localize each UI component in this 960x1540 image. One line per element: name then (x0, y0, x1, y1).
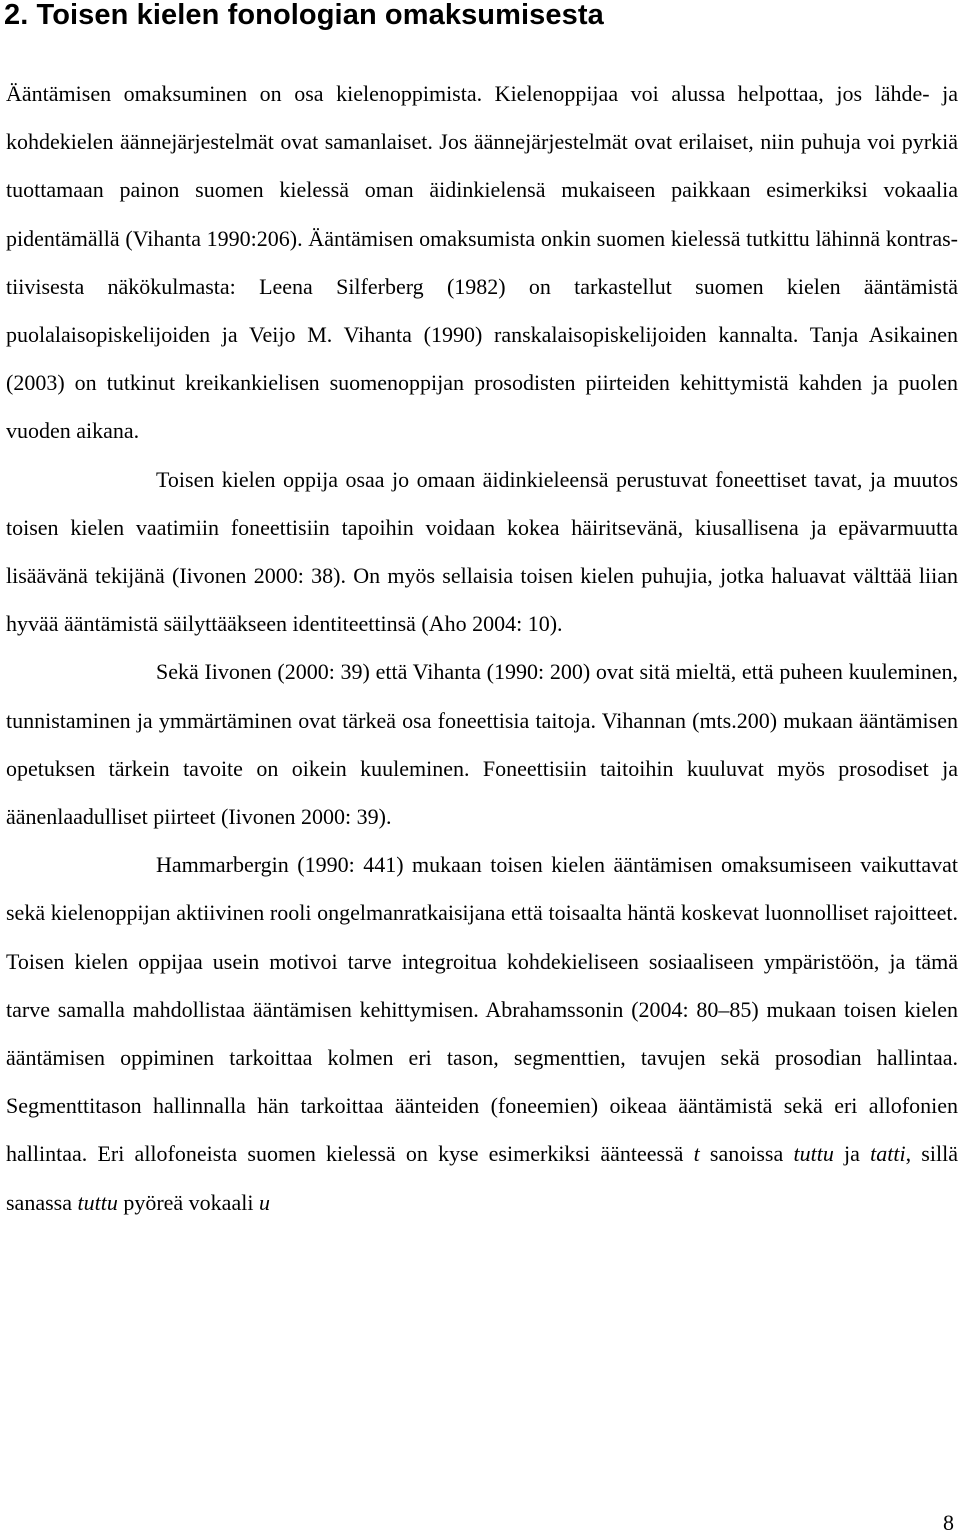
paragraph-hammarberg (6, 841, 958, 1227)
body-text (6, 70, 958, 1227)
text-run: Sekä Iivonen (2000: 39) että Vihanta (1990: 200) ovat sitä mieltä, että puheen kuuleminen, tunnistaminen ja ymmärtäminen ovat tärkeä osa foneettisia taitoja. Vihannan (mts.200) mukaan ääntämisen opetuksen tärkein tavoite on oikein kuuleminen. Foneettisiin taitoihin kuuluvat myös prosodiset ja äänenlaadulliset piirteet (Iivonen 2000: 39). (6, 659, 958, 830)
text-run: , sillä sanassa (6, 1141, 958, 1215)
italic-term: t (693, 1141, 700, 1167)
text-run: Ääntämisen omaksuminen on osa kielenoppimista. Kielenoppijaa voi alussa helpottaa, jos lähde- ja kohdekielen äännejärjestelmät ovat samanlaiset. Jos äännejärjestelmät ovat erilaiset, niin puhuja voi pyrkiä tuottamaan painon suomen kielessä oman äidinkielensä mukaiseen paikkaan esimerkiksi vokaalia pidentämällä (Vihanta 1990:206). Ääntämisen omaksumista onkin suomen kielessä tutkittu lähinnä kontrastiivisesta näkökulmasta: Leena Silferberg (1982) on tarkastellut suomen kielen ääntämistä puolalaisopiskelijoiden ja Veijo M. Vihanta (1990) ranskalaisopiskelijoiden kannalta. Tanja Asikainen (2003) on tutkinut kreikankielisen suomenoppijan prosodisten piirteiden kehittymistä kahden ja puolen vuoden aikana. (6, 81, 958, 444)
section-heading: 2. Toisen kielen fonologian omaksumisesta (4, 0, 604, 31)
italic-term: u (258, 1189, 270, 1215)
paragraph-intro (6, 70, 958, 456)
paragraph-phonetic-skills (6, 648, 958, 841)
text-run: sanoissa (699, 1141, 794, 1167)
text-run: Hammarbergin (1990: 441) mukaan toisen kielen ääntämisen omaksumiseen vaikuttavat sekä kielenoppijan aktiivinen rooli ongelmanratkaisijana että toisaalta häntä koskevat luonnolliset rajoitteet. Toisen kielen oppijaa usein motivoi tarve integroitua kohdekieliseen sosiaaliseen ympäristöön, ja tämä tarve samalla mahdollistaa ääntämisen kehittymisen. Abrahamssonin (2004: 80–85) mukaan toisen kielen ääntämisen oppiminen tarkoittaa kolmen eri tason, segmenttien, tavujen sekä prosodian hallintaa. Segmenttitason hallinnalla hän tarkoittaa äänteiden (foneemien) oikeaa ääntämistä sekä eri allofonien hallintaa. Eri allofoneista suomen kielessä on kyse esimerkiksi äänteessä (6, 852, 958, 1167)
text-run: Toisen kielen oppija osaa jo omaan äidinkieleensä perustuvat foneettiset tavat, ja muutos toisen kielen vaatimiin foneettisiin tapoihin voidaan kokea häiritsevänä, kiusallisena ja epävarmuutta lisäävänä tekijänä (Iivonen 2000: 38). On myös sellaisia toisen kielen puhujia, jotka haluavat välttää liian hyvää ääntämistä säilyttääkseen identiteettinsä (Aho 2004: 10). (6, 466, 958, 637)
italic-term: tatti (870, 1141, 906, 1167)
text-run: ja (833, 1141, 871, 1167)
text-run: pyöreä vokaali (117, 1189, 259, 1215)
italic-term: tuttu (793, 1141, 834, 1167)
italic-term: tuttu (77, 1189, 118, 1215)
page-number: 8 (943, 1510, 954, 1535)
paragraph-second-language-habits (6, 456, 958, 649)
